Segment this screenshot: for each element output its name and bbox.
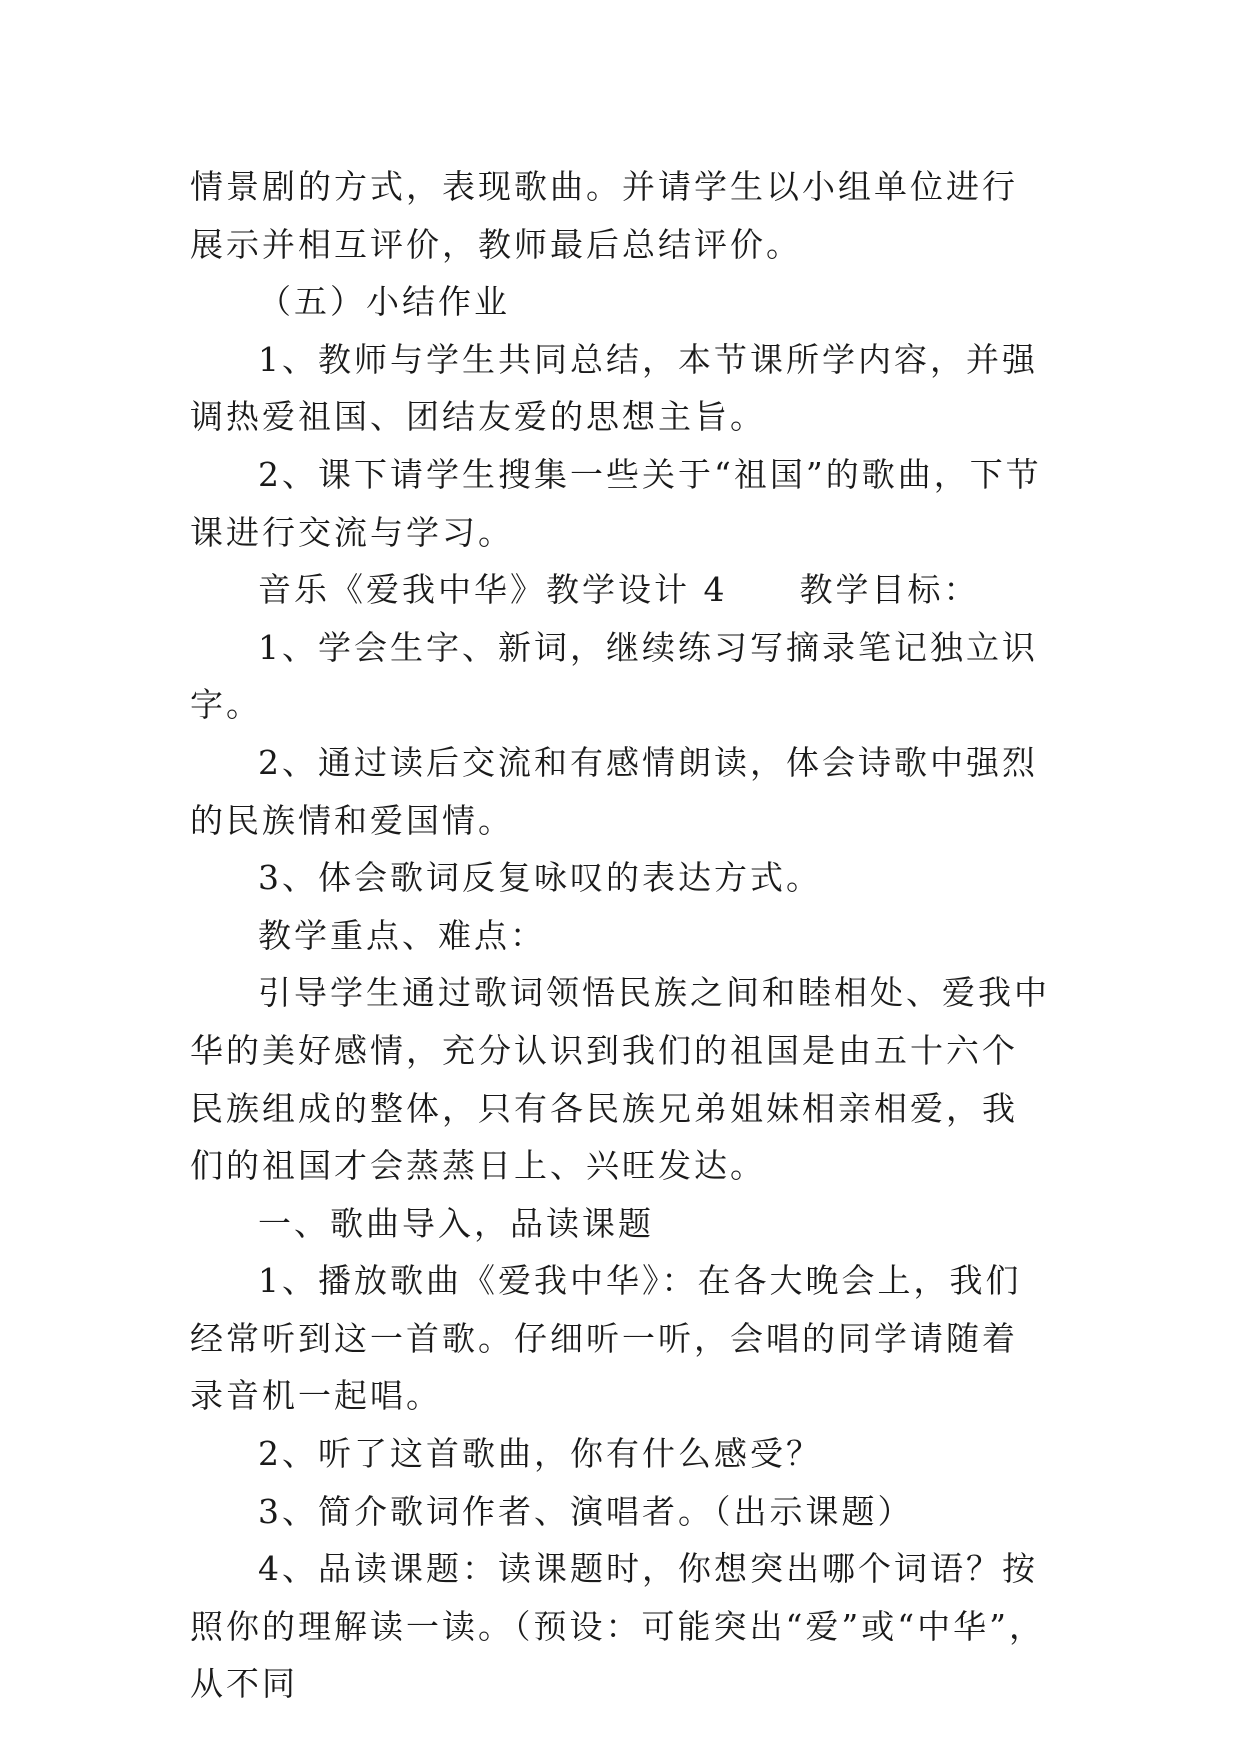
step-2: 2、听了这首歌曲，你有什么感受？: [258, 1434, 822, 1474]
key-points-text: 引导学生通过歌词领悟民族之间和睦相处、爱我中华的美好感情，充分认识到我们的祖国是由五十六个民族组成的整体，只有各民族兄弟姐妹相亲相爱，我们的祖国才会蒸蒸日上、兴旺发达。: [190, 973, 1050, 1186]
paragraph-3: 1、教师与学生共同总结，本节课所学内容，并强调热爱祖国、团结友爱的思想主旨。: [190, 339, 1038, 437]
section-heading-intro: 一、歌曲导入，品读课题: [258, 1203, 654, 1243]
objective-2: 2、通过读后交流和有感情朗读，体会诗歌中强烈的民族情和爱国情。: [190, 742, 1038, 840]
document-body: [190, 158, 1050, 1713]
step-3: 3、简介歌词作者、演唱者。（出示课题）: [258, 1491, 914, 1531]
step-1: 1、播放歌曲《爱我中华》：在各大晚会上，我们经常听到这一首歌。仔细听一听，会唱的同学请随着录音机一起唱。: [190, 1261, 1022, 1416]
step-4: 4、品读课题：读课题时，你想突出哪个词语？按照你的理解读一读。（预设：可能突出“爱”或“中华”，从不同: [190, 1549, 1045, 1704]
objective-3: 3、体会歌词反复咏叹的表达方式。: [258, 858, 822, 898]
key-points-heading: 教学重点、难点：: [258, 915, 546, 955]
paragraph-4: 2、课下请学生搜集一些关于“祖国”的歌曲，下节课进行交流与学习。: [190, 454, 1042, 552]
section-heading-summary: （五）小结作业: [258, 282, 510, 322]
objective-1: 1、学会生字、新词，继续练习写摘录笔记独立识字。: [190, 627, 1038, 725]
paragraph-1: 情景剧的方式，表现歌曲。并请学生以小组单位进行展示并相互评价，教师最后总结评价。: [190, 167, 1018, 264]
design-title-line: 音乐《爱我中华》教学设计 4 教学目标：: [258, 570, 980, 610]
